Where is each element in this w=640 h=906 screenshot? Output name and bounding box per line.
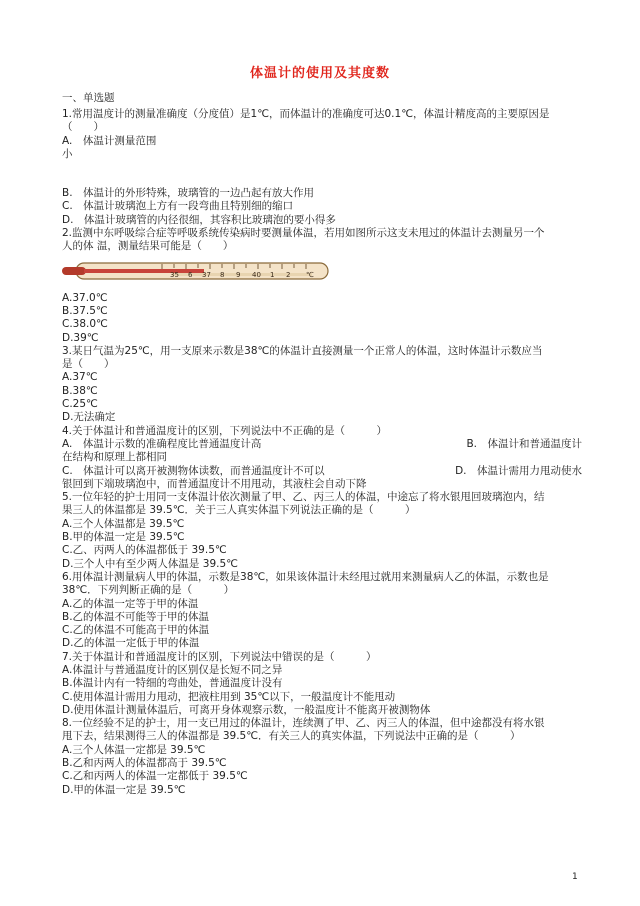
q2-option-c: C.38.0℃ — [62, 318, 108, 331]
q5-option-b: B.甲的体温一定是 39.5℃ — [62, 531, 185, 544]
q8-stem-line2: 甩下去，结果测得三人的体温都是 39.5℃．有关三人的真实体温，下列说法中正确的是（ ） — [62, 730, 521, 743]
q4-option-c: C. 体温计可以离开被测物体读数，而普通温度计不可以 — [62, 464, 325, 477]
document-title: 体温计的使用及其度数 — [249, 66, 390, 81]
tick-label-42: 2 — [286, 270, 291, 279]
q1-stem: 1.常用温度计的测量准确度（分度值）是1℃，而体温计的准确度可达0.1℃，体温计精度高的主要原因是（ ） — [62, 108, 550, 134]
q7-option-d: D.使用体温计测量体温后，可离开身体观察示数，一般温度计不能离开被测物体 — [62, 703, 431, 716]
q8-option-d: D.甲的体温一定是 39.5℃ — [62, 783, 186, 796]
q5-option-d: D.三个人中有至少两人体温是 39.5℃ — [62, 557, 238, 570]
q8-option-c: C.乙和丙两人的体温一定都低于 39.5℃ — [62, 770, 248, 783]
q2-option-d: D.39℃ — [62, 331, 99, 344]
q2-stem-line2: 人的体 温，测量结果可能是（ ） — [62, 240, 234, 253]
q1-option-a: A. 体温计测量范围 — [62, 134, 157, 147]
q1-option-d: D. 体温计玻璃管的内径很细，其容积比玻璃泡的要小得多 — [62, 213, 336, 226]
q6-stem-line1: 6.用体温计测量病人甲的体温，示数是38℃，如果该体温计未经甩过就用来测量病人乙的体温，示数也是 — [62, 570, 549, 583]
q8-stem-line1: 8.一位经验不足的护士，用一支已用过的体温计，连续测了甲、乙、丙三人的体温，但中途都没有将水银 — [62, 717, 545, 730]
q4-option-b: B. 体温计和普通温度计 — [466, 437, 582, 450]
q1-option-b: B. 体温计的外形特殊，玻璃管的一边凸起有放大作用 — [62, 187, 315, 200]
tick-label-41: 1 — [270, 270, 275, 279]
q3-option-c: C.25℃ — [62, 398, 98, 411]
q3-stem-line1: 3.某日气温为25℃，用一支原来示数是38℃的体温计直接测量一个正常人的体温，这时体温计示数应当 — [62, 344, 543, 357]
page-number: 1 — [572, 872, 578, 882]
q7-option-a: A.体温计与普通温度计的区别仅是长短不同之异 — [62, 663, 283, 676]
q6-option-a: A.乙的体温一定等于甲的体温 — [62, 597, 199, 610]
tick-label-36: 6 — [188, 270, 193, 279]
q1-option-c: C. 体温计玻璃泡上方有一段弯曲且特别细的缩口 — [62, 200, 294, 213]
q4-option-d-cont: 银回到下端玻璃泡中，而普通温度计不用甩动，其液柱会自动下降 — [62, 477, 367, 490]
q5-option-a: A.三个人体温都是 39.5℃ — [62, 517, 185, 530]
q4-option-d: D. 体温计需用力甩动使水 — [455, 464, 582, 477]
q8-option-a: A.三个人体温一定都是 39.5℃ — [62, 743, 206, 756]
q6-option-b: B.乙的体温不可能等于甲的体温 — [62, 610, 210, 623]
q5-stem-line1: 5.一位年轻的护士用同一支体温计依次测量了甲、乙、丙三人的体温，中途忘了将水银甩回玻璃泡内，结 — [62, 491, 545, 504]
q5-stem-line2: 果三人的体温都是 39.5℃．关于三人真实体温下列说法正确的是（ ） — [62, 504, 416, 517]
q4-option-a: A. 体温计示数的准确程度比普通温度计高 — [62, 437, 262, 450]
q6-stem-line2: 38℃．下列判断正确的是（ ） — [62, 584, 235, 597]
q3-option-d: D.无法确定 — [62, 411, 116, 424]
q3-option-b: B.38℃ — [62, 384, 98, 397]
q6-option-c: C.乙的体温不可能高于甲的体温 — [62, 624, 210, 637]
q2-option-b: B.37.5℃ — [62, 304, 108, 317]
tick-label-40: 40 — [252, 270, 261, 279]
tick-label-39: 9 — [236, 270, 241, 279]
q1-option-a-cont: 小 — [62, 147, 73, 160]
q6-option-d: D.乙的体温一定低于甲的体温 — [62, 637, 200, 650]
q4-stem: 4.关于体温计和普通温度计的区别，下列说法中不正确的是（ ） — [62, 424, 388, 437]
q3-stem-line2: 是（ ） — [62, 358, 115, 371]
tick-label-37: 37 — [202, 270, 211, 279]
q2-stem-line1: 2.监测中东呼吸综合症等呼吸系统传染病时要测量体温，若用如图所示这支未甩过的体温计去测量另一个 — [62, 227, 545, 240]
tick-label-35: 35 — [170, 270, 179, 279]
q8-option-b: B.乙和丙两人的体温都高于 39.5℃ — [62, 757, 227, 770]
q7-stem: 7.关于体温计和普通温度计的区别，下列说法中错误的是（ ） — [62, 650, 377, 663]
q7-option-c: C.使用体温计需用力甩动，把液柱用到 35℃以下，一般温度计不能甩动 — [62, 690, 396, 703]
question-list — [62, 108, 582, 797]
tick-label-38: 8 — [220, 270, 225, 279]
q3-option-a: A.37℃ — [62, 371, 98, 384]
thermometer-figure — [62, 260, 332, 282]
q4-option-b-cont: 在结构和原理上都相同 — [62, 451, 167, 464]
q2-option-a: A.37.0℃ — [62, 291, 108, 304]
section-heading: 一、单选题 — [62, 92, 115, 104]
q7-option-b: B.体温计内有一特细的弯曲处，普通温度计没有 — [62, 677, 283, 690]
q5-option-c: C.乙、丙两人的体温都低于 39.5℃ — [62, 544, 227, 557]
tick-unit: ℃ — [306, 270, 314, 279]
